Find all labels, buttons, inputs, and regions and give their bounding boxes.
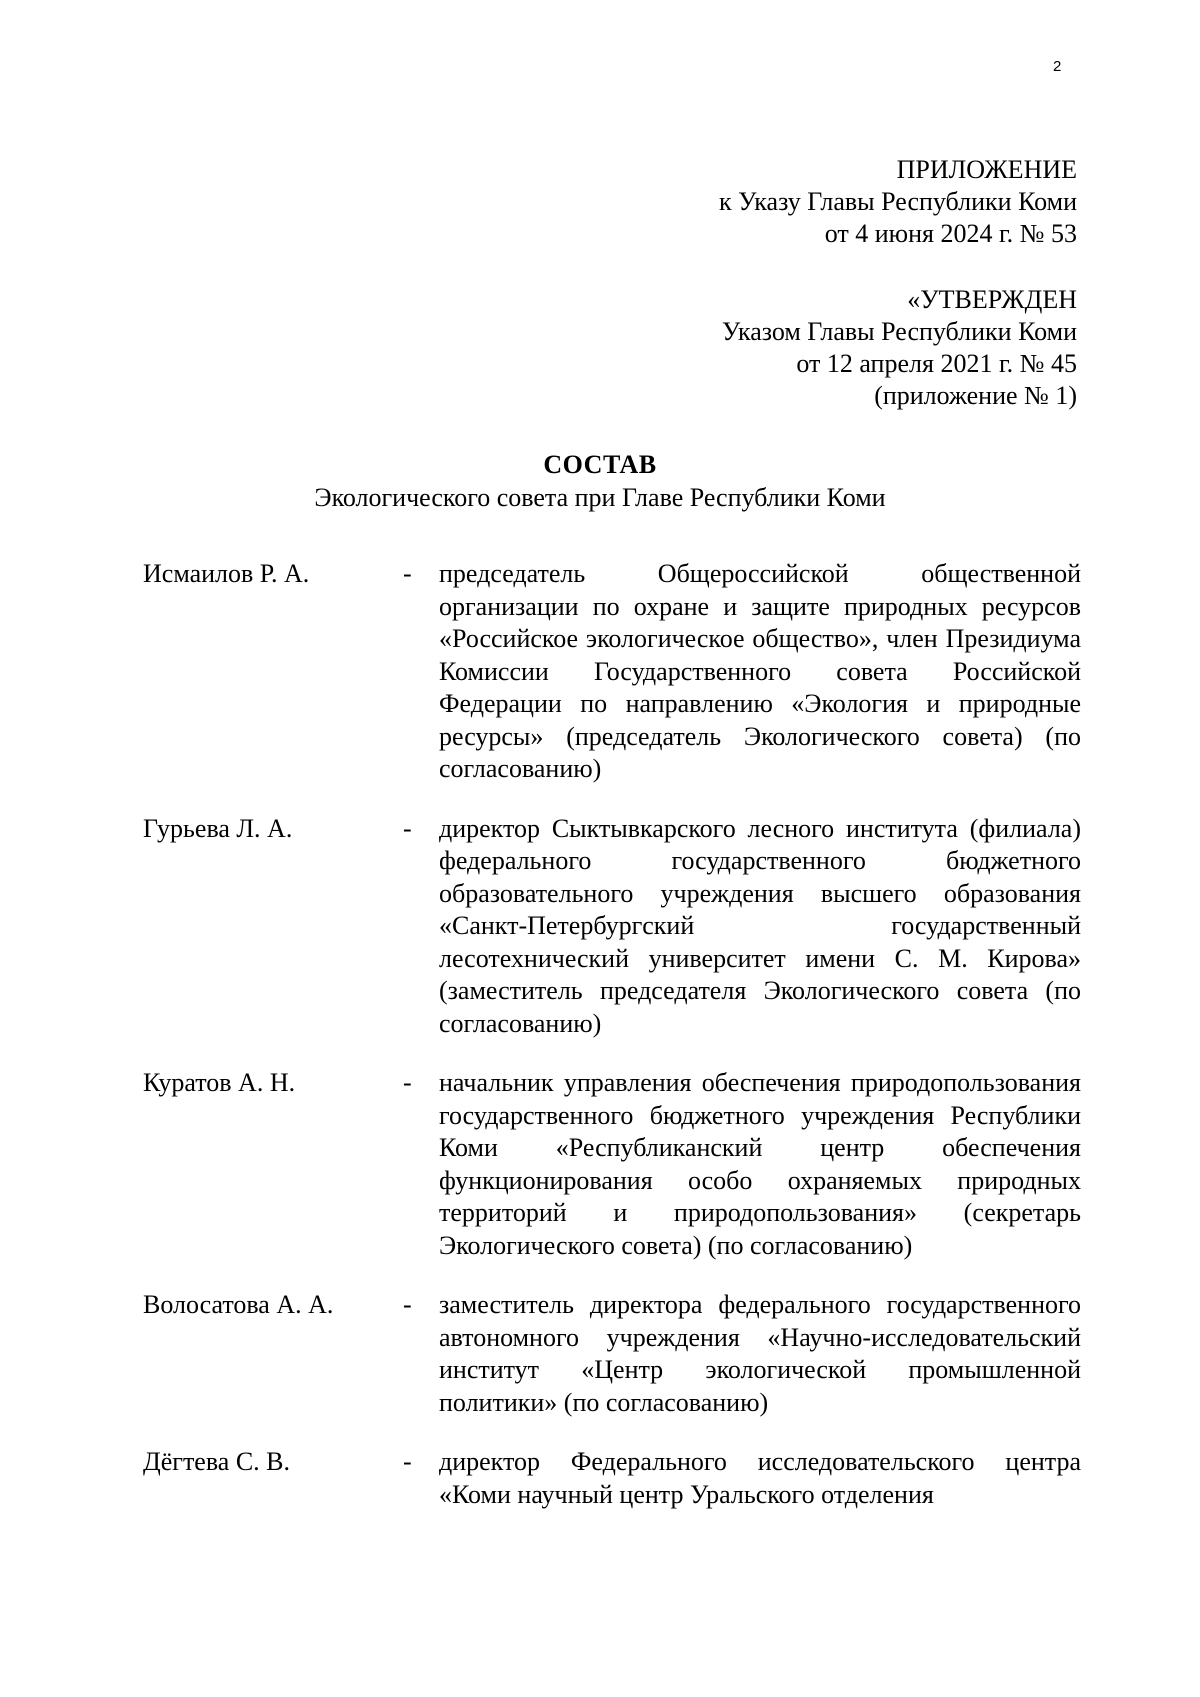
members-list — [143, 558, 1085, 1538]
approval-date: от 12 апреля 2021 г. № 45 — [796, 349, 1077, 378]
appendix-header — [719, 154, 1077, 250]
member-role: председатель Общероссийской общественной организации по охране и защите природных ресурсов «Российское экологическое общество», член Президиума Комиссии Государственного совета Российской Федерации по направлению «Экология и природные ресурсы» (председатель Экологического совета) (по согласованию) — [439, 559, 1081, 783]
member-dash: - — [403, 1068, 412, 1097]
approval-label: «УТВЕРЖДЕН — [907, 285, 1077, 314]
member-role: начальник управления обеспечения природопользования государственного бюджетного учреждения Республики Коми «Республиканский центр обеспечения функционирования особо охраняемых природных территорий и природопользования» (секретарь Экологического совета) (по согласованию) — [439, 1068, 1081, 1260]
member-role: директор Сыктывкарского лесного института (филиала) федерального государственного бюджетного образовательного учреждения высшего образования «Санкт-Петербургский государственный лесотехнический университет имени С. М. Кирова» (заместитель председателя Экологического совета (по согласованию) — [439, 813, 1081, 1038]
appendix-date: от 4 июня 2024 г. № 53 — [824, 219, 1077, 248]
member-row — [143, 1289, 1085, 1419]
document-title-block — [0, 448, 1200, 514]
member-name: Гурьева Л. А. — [143, 813, 293, 843]
member-role: директор Федерального исследовательского центра «Коми научный центр Уральского отделения — [439, 1447, 1081, 1509]
member-name: Исмаилов Р. А. — [143, 559, 310, 588]
appendix-decree: к Указу Главы Республики Коми — [719, 187, 1077, 216]
document-subtitle: Экологического совета при Главе Республики Коми — [314, 483, 886, 512]
member-row — [143, 558, 1085, 786]
member-dash: - — [403, 1447, 412, 1476]
member-name: Дёгтева С. В. — [143, 1447, 290, 1476]
member-dash: - — [403, 1290, 412, 1319]
document-title: СОСТАВ — [543, 450, 657, 479]
approval-decree: Указом Главы Республики Коми — [721, 317, 1077, 346]
member-name: Куратов А. Н. — [143, 1068, 296, 1097]
member-name: Волосатова А. А. — [143, 1290, 334, 1319]
member-row — [143, 1067, 1085, 1262]
member-role: заместитель директора федерального государственного автономного учреждения «Научно-исследовательский институт «Центр экологической промышленной политики» (по согласованию) — [439, 1290, 1081, 1417]
appendix-label: ПРИЛОЖЕНИЕ — [896, 155, 1077, 184]
member-dash: - — [403, 813, 412, 843]
member-row — [143, 1446, 1085, 1511]
member-row — [143, 813, 1085, 1041]
approval-appendix-number: (приложение № 1) — [874, 381, 1077, 410]
approval-header — [722, 284, 1077, 412]
page-number: 2 — [1053, 58, 1062, 75]
member-dash: - — [403, 559, 412, 588]
